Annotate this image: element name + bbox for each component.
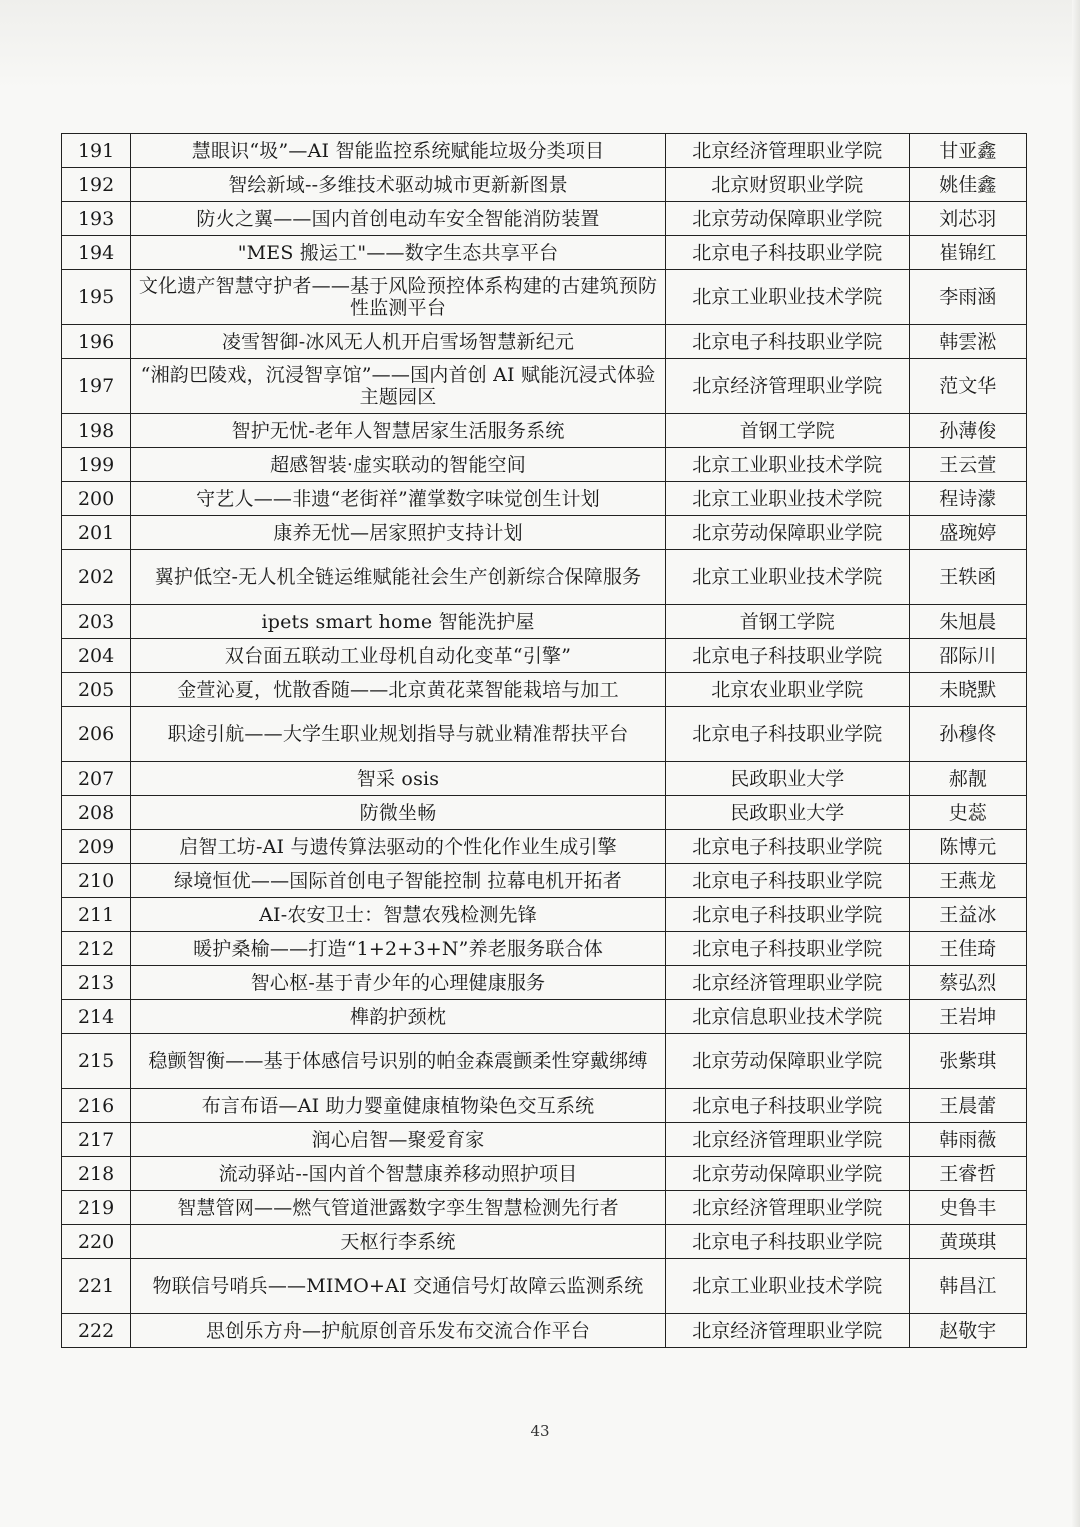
table-row (62, 482, 1027, 516)
row-number: 208 (62, 796, 131, 830)
project-title: 防火之翼——国内首创电动车安全智能消防装置 (131, 202, 666, 236)
table-row (62, 898, 1027, 932)
row-number: 203 (62, 605, 131, 639)
school-name: 北京电子科技职业学院 (665, 325, 909, 359)
page-number: 43 (530, 1422, 550, 1440)
project-list-table (61, 133, 1027, 1348)
person-name: 王睿哲 (909, 1157, 1026, 1191)
school-name: 民政职业大学 (665, 762, 909, 796)
row-number: 207 (62, 762, 131, 796)
school-name: 民政职业大学 (665, 796, 909, 830)
project-title: 智护无忧-老年人智慧居家生活服务系统 (131, 414, 666, 448)
row-number: 196 (62, 325, 131, 359)
table-row (62, 932, 1027, 966)
row-number: 195 (62, 270, 131, 325)
school-name: 北京信息职业技术学院 (665, 1000, 909, 1034)
project-title: 智心枢-基于青少年的心理健康服务 (131, 966, 666, 1000)
row-number: 216 (62, 1089, 131, 1123)
school-name: 北京劳动保障职业学院 (665, 202, 909, 236)
row-number: 217 (62, 1123, 131, 1157)
project-title: 双台面五联动工业母机自动化变革“引擎” (131, 639, 666, 673)
row-number: 191 (62, 134, 131, 168)
row-number: 199 (62, 448, 131, 482)
school-name: 北京电子科技职业学院 (665, 236, 909, 270)
school-name: 北京劳动保障职业学院 (665, 1157, 909, 1191)
school-name: 北京劳动保障职业学院 (665, 1034, 909, 1089)
person-name: 王燕龙 (909, 864, 1026, 898)
project-title: 智采 osis (131, 762, 666, 796)
table-row (62, 1191, 1027, 1225)
project-title: 康养无忧—居家照护支持计划 (131, 516, 666, 550)
school-name: 首钢工学院 (665, 414, 909, 448)
school-name: 北京经济管理职业学院 (665, 966, 909, 1000)
project-title: 智绘新域--多维技术驱动城市更新新图景 (131, 168, 666, 202)
row-number: 192 (62, 168, 131, 202)
row-number: 197 (62, 359, 131, 414)
person-name: 邵际川 (909, 639, 1026, 673)
table-row (62, 270, 1027, 325)
table-row (62, 134, 1027, 168)
person-name: 韩雨薇 (909, 1123, 1026, 1157)
table-row (62, 1259, 1027, 1314)
project-title: "MES 搬运工"——数字生态共享平台 (131, 236, 666, 270)
person-name: 陈博元 (909, 830, 1026, 864)
table-row (62, 673, 1027, 707)
row-number: 202 (62, 550, 131, 605)
school-name: 北京工业职业技术学院 (665, 448, 909, 482)
school-name: 北京经济管理职业学院 (665, 134, 909, 168)
project-title: 暖护桑榆——打造“1+2+3+N”养老服务联合体 (131, 932, 666, 966)
person-name: 朱旭晨 (909, 605, 1026, 639)
project-title: 流动驿站--国内首个智慧康养移动照护项目 (131, 1157, 666, 1191)
table-row (62, 1157, 1027, 1191)
table-row (62, 966, 1027, 1000)
row-number: 205 (62, 673, 131, 707)
project-title: 超感智装·虚实联动的智能空间 (131, 448, 666, 482)
project-list-body (62, 134, 1027, 1348)
project-title: 金萱沁夏，忧散香随——北京黄花菜智能栽培与加工 (131, 673, 666, 707)
school-name: 北京农业职业学院 (665, 673, 909, 707)
project-title: 翼护低空-无人机全链运维赋能社会生产创新综合保障服务 (131, 550, 666, 605)
person-name: 史蕊 (909, 796, 1026, 830)
table-row (62, 168, 1027, 202)
row-number: 218 (62, 1157, 131, 1191)
row-number: 211 (62, 898, 131, 932)
project-title: 润心启智—聚爱育家 (131, 1123, 666, 1157)
project-title: 防微坐畅 (131, 796, 666, 830)
person-name: 未晓默 (909, 673, 1026, 707)
table-row (62, 414, 1027, 448)
table-row (62, 202, 1027, 236)
project-title: 职途引航——大学生职业规划指导与就业精准帮扶平台 (131, 707, 666, 762)
person-name: 甘亚鑫 (909, 134, 1026, 168)
row-number: 204 (62, 639, 131, 673)
table-row (62, 1123, 1027, 1157)
school-name: 北京经济管理职业学院 (665, 1191, 909, 1225)
project-title: 稳颤智衡——基于体感信号识别的帕金森震颤柔性穿戴绑缚 (131, 1034, 666, 1089)
person-name: 蔡弘烈 (909, 966, 1026, 1000)
project-title: 启智工坊-AI 与遗传算法驱动的个性化作业生成引擎 (131, 830, 666, 864)
table-row (62, 707, 1027, 762)
project-title: 文化遗产智慧守护者——基于风险预控体系构建的古建筑预防性监测平台 (131, 270, 666, 325)
project-title: 物联信号哨兵——MIMO+AI 交通信号灯故障云监测系统 (131, 1259, 666, 1314)
person-name: 史鲁丰 (909, 1191, 1026, 1225)
row-number: 193 (62, 202, 131, 236)
person-name: 赵敬宇 (909, 1314, 1026, 1348)
school-name: 北京工业职业技术学院 (665, 1259, 909, 1314)
project-title: 布言布语—AI 助力婴童健康植物染色交互系统 (131, 1089, 666, 1123)
person-name: 韩昌江 (909, 1259, 1026, 1314)
row-number: 194 (62, 236, 131, 270)
project-title: 思创乐方舟—护航原创音乐发布交流合作平台 (131, 1314, 666, 1348)
person-name: 王岩坤 (909, 1000, 1026, 1034)
person-name: 李雨涵 (909, 270, 1026, 325)
row-number: 220 (62, 1225, 131, 1259)
school-name: 北京电子科技职业学院 (665, 1225, 909, 1259)
row-number: 210 (62, 864, 131, 898)
school-name: 北京电子科技职业学院 (665, 830, 909, 864)
school-name: 北京经济管理职业学院 (665, 1314, 909, 1348)
row-number: 222 (62, 1314, 131, 1348)
person-name: 程诗濛 (909, 482, 1026, 516)
table-row (62, 864, 1027, 898)
school-name: 北京电子科技职业学院 (665, 707, 909, 762)
school-name: 北京财贸职业学院 (665, 168, 909, 202)
school-name: 北京劳动保障职业学院 (665, 516, 909, 550)
person-name: 姚佳鑫 (909, 168, 1026, 202)
school-name: 北京电子科技职业学院 (665, 639, 909, 673)
person-name: 黄瑛琪 (909, 1225, 1026, 1259)
project-title: 绿境恒优——国际首创电子智能控制 拉幕电机开拓者 (131, 864, 666, 898)
person-name: 孙薄俊 (909, 414, 1026, 448)
school-name: 北京电子科技职业学院 (665, 932, 909, 966)
table-row (62, 1000, 1027, 1034)
table-row (62, 359, 1027, 414)
person-name: 王轶函 (909, 550, 1026, 605)
table-row (62, 1314, 1027, 1348)
project-title: 守艺人——非遗“老街祥”灌掌数字味觉创生计划 (131, 482, 666, 516)
project-title: 榫韵护颈枕 (131, 1000, 666, 1034)
table-row (62, 1089, 1027, 1123)
row-number: 209 (62, 830, 131, 864)
row-number: 214 (62, 1000, 131, 1034)
person-name: 王晨蕾 (909, 1089, 1026, 1123)
project-title: 智慧管网——燃气管道泄露数字孪生智慧检测先行者 (131, 1191, 666, 1225)
school-name: 北京工业职业技术学院 (665, 550, 909, 605)
row-number: 206 (62, 707, 131, 762)
row-number: 201 (62, 516, 131, 550)
person-name: 范文华 (909, 359, 1026, 414)
table-row (62, 605, 1027, 639)
person-name: 张紫琪 (909, 1034, 1026, 1089)
row-number: 219 (62, 1191, 131, 1225)
table-row (62, 762, 1027, 796)
person-name: 韩雲淞 (909, 325, 1026, 359)
person-name: 孙穆佟 (909, 707, 1026, 762)
school-name: 北京工业职业技术学院 (665, 482, 909, 516)
person-name: 王益冰 (909, 898, 1026, 932)
person-name: 盛琬婷 (909, 516, 1026, 550)
table-row (62, 639, 1027, 673)
person-name: 郝靓 (909, 762, 1026, 796)
project-title: ipets smart home 智能洗护屋 (131, 605, 666, 639)
school-name: 北京电子科技职业学院 (665, 864, 909, 898)
table-row (62, 516, 1027, 550)
school-name: 北京电子科技职业学院 (665, 898, 909, 932)
table-row (62, 830, 1027, 864)
row-number: 221 (62, 1259, 131, 1314)
project-title: 天枢行李系统 (131, 1225, 666, 1259)
table-row (62, 1034, 1027, 1089)
row-number: 200 (62, 482, 131, 516)
table-row (62, 448, 1027, 482)
school-name: 北京工业职业技术学院 (665, 270, 909, 325)
table-row (62, 550, 1027, 605)
row-number: 213 (62, 966, 131, 1000)
school-name: 首钢工学院 (665, 605, 909, 639)
row-number: 215 (62, 1034, 131, 1089)
table-row (62, 236, 1027, 270)
school-name: 北京经济管理职业学院 (665, 359, 909, 414)
row-number: 212 (62, 932, 131, 966)
person-name: 崔锦红 (909, 236, 1026, 270)
table-row (62, 1225, 1027, 1259)
row-number: 198 (62, 414, 131, 448)
project-title: 凌雪智御-冰风无人机开启雪场智慧新纪元 (131, 325, 666, 359)
school-name: 北京电子科技职业学院 (665, 1089, 909, 1123)
school-name: 北京经济管理职业学院 (665, 1123, 909, 1157)
person-name: 王佳琦 (909, 932, 1026, 966)
table-row (62, 325, 1027, 359)
project-title: AI-农安卫士：智慧农残检测先锋 (131, 898, 666, 932)
project-title: “湘韵巴陵戏，沉浸智享馆”——国内首创 AI 赋能沉浸式体验主题园区 (131, 359, 666, 414)
page-edge-shadow (1072, 0, 1080, 1527)
project-title: 慧眼识“圾”—AI 智能监控系统赋能垃圾分类项目 (131, 134, 666, 168)
table-row (62, 796, 1027, 830)
person-name: 王云萱 (909, 448, 1026, 482)
person-name: 刘芯羽 (909, 202, 1026, 236)
